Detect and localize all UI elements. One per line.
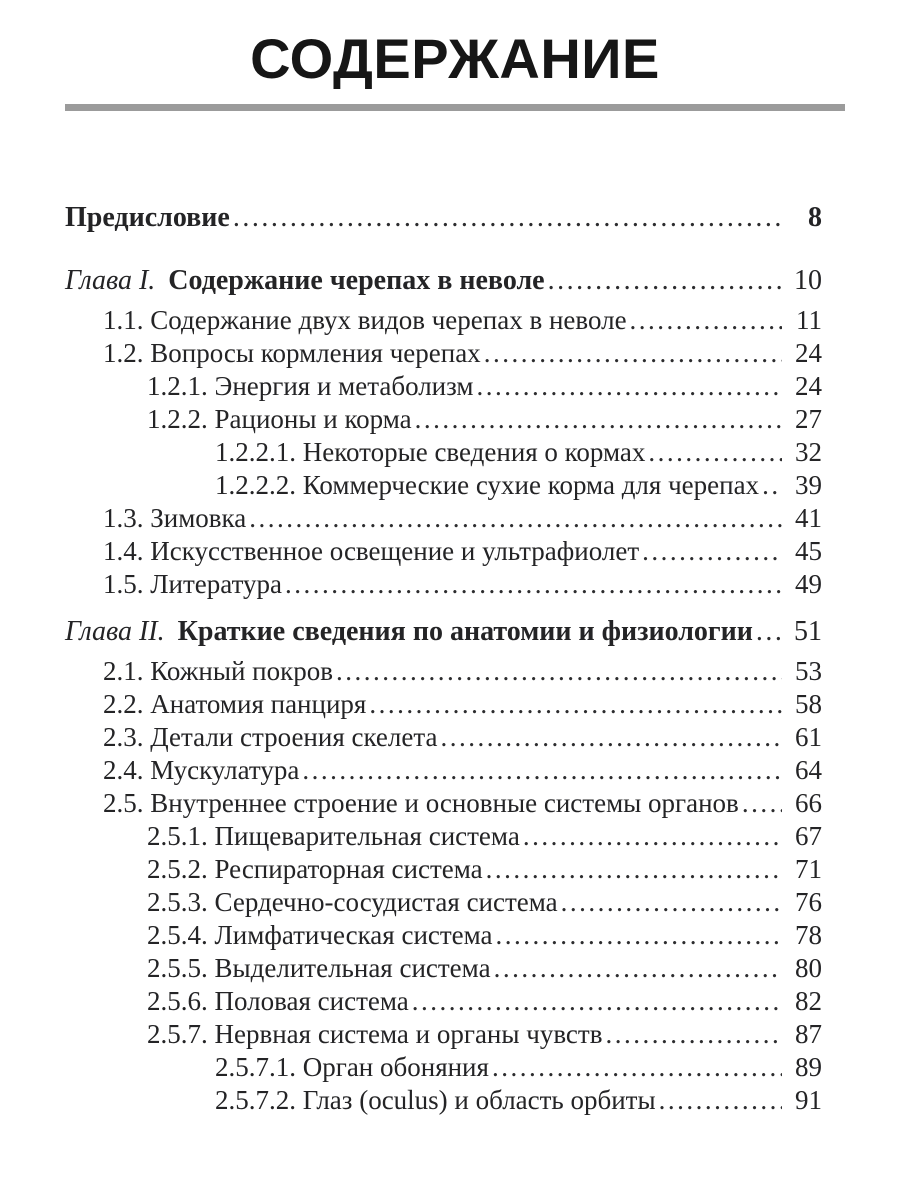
toc-entry bbox=[65, 1051, 822, 1084]
dot-leader bbox=[630, 304, 782, 337]
toc-entry-page: 8 bbox=[808, 201, 822, 233]
dot-leader bbox=[477, 370, 782, 403]
dot-leader bbox=[742, 787, 782, 820]
dot-leader bbox=[762, 469, 782, 502]
toc-entry-label: 1.4. Искусственное освещение и ультрафиолет bbox=[103, 535, 640, 566]
dot-leader bbox=[415, 403, 782, 436]
dot-leader bbox=[605, 1018, 782, 1051]
dot-leader bbox=[369, 688, 782, 721]
page-title: СОДЕРЖАНИЕ bbox=[250, 27, 660, 90]
toc-entry-label: 1.2.1. Энергия и метаболизм bbox=[147, 370, 474, 401]
toc-entry bbox=[65, 337, 822, 370]
toc-entry bbox=[65, 655, 822, 688]
toc-entry-label: 1.1. Содержание двух видов черепах в неволе bbox=[103, 304, 627, 335]
toc-entry bbox=[65, 688, 822, 721]
toc-entry-label: 2.1. Кожный покров bbox=[103, 655, 334, 686]
toc-entry-label: 2.5.7. Нервная система и органы чувств bbox=[147, 1018, 603, 1049]
toc-entry-chapter bbox=[65, 615, 822, 648]
toc-entry bbox=[65, 403, 822, 436]
toc-entry bbox=[65, 469, 822, 502]
dot-leader bbox=[492, 1051, 782, 1084]
dot-leader bbox=[285, 568, 782, 601]
toc-entry bbox=[65, 568, 822, 601]
chapter-prefix: Глава I. bbox=[65, 264, 156, 296]
toc-entry-label: 2.5. Внутреннее строение и основные системы органов bbox=[103, 787, 739, 818]
toc-entry-label: 2.5.1. Пищеварительная система bbox=[147, 820, 520, 851]
toc-entry-page: 58 bbox=[795, 688, 822, 719]
toc-entry bbox=[65, 1018, 822, 1051]
toc-entry-page: 41 bbox=[795, 502, 822, 533]
toc-entry-label: Предисловие bbox=[65, 201, 230, 233]
toc-entry-page: 39 bbox=[795, 469, 822, 500]
toc-entry-page: 89 bbox=[795, 1051, 822, 1082]
toc-entry-label: 2.5.4. Лимфатическая система bbox=[147, 919, 493, 950]
toc-entry-label: 2.3. Детали строения скелета bbox=[103, 721, 438, 752]
toc-entry-label: 2.5.3. Сердечно-сосудистая система bbox=[147, 886, 558, 917]
toc-entry-page: 64 bbox=[795, 754, 822, 785]
dot-leader bbox=[659, 1084, 782, 1117]
toc-entry bbox=[65, 754, 822, 787]
toc-entry-page: 51 bbox=[794, 615, 822, 647]
title-divider bbox=[65, 104, 845, 111]
toc-entry-page: 91 bbox=[795, 1084, 822, 1115]
toc-entry-page: 10 bbox=[794, 264, 822, 296]
toc-entry-label: 1.2. Вопросы кормления черепах bbox=[103, 337, 481, 368]
toc-entry bbox=[65, 370, 822, 403]
toc-entry-label: 1.2.2. Рационы и корма bbox=[147, 403, 412, 434]
toc-entry-page: 61 bbox=[795, 721, 822, 752]
chapter-prefix: Глава II. bbox=[65, 615, 165, 647]
dot-leader bbox=[440, 721, 782, 754]
toc-entry-label: 2.5.2. Респираторная система bbox=[147, 853, 483, 884]
toc-entry bbox=[65, 535, 822, 568]
toc-entry-label: 2.5.7.1. Орган обоняния bbox=[215, 1051, 489, 1082]
toc-entry bbox=[65, 985, 822, 1018]
toc-entry-page: 76 bbox=[795, 886, 822, 917]
toc-entry-page: 53 bbox=[795, 655, 822, 686]
toc-entry-label: 2.5.6. Половая система bbox=[147, 985, 409, 1016]
toc-entry bbox=[65, 436, 822, 469]
dot-leader bbox=[642, 535, 782, 568]
toc-entry-page: 32 bbox=[795, 436, 822, 467]
toc-entry-page: 11 bbox=[796, 304, 822, 335]
toc-entry-page: 71 bbox=[795, 853, 822, 884]
toc-entry bbox=[65, 1084, 822, 1117]
toc-entry-page: 27 bbox=[795, 403, 822, 434]
toc-entry bbox=[65, 952, 822, 985]
dot-leader bbox=[648, 436, 782, 469]
toc-entry-label: 1.2.2.2. Коммерческие сухие корма для черепах bbox=[215, 469, 760, 500]
toc-entry-label: 2.5.5. Выделительная система bbox=[147, 952, 491, 983]
toc-entry bbox=[65, 919, 822, 952]
toc-entry bbox=[65, 502, 822, 535]
dot-leader bbox=[412, 985, 782, 1018]
toc-entry-label: 1.3. Зимовка bbox=[103, 502, 247, 533]
toc-entry-label: 1.2.2.1. Некоторые сведения о кормах bbox=[215, 436, 646, 467]
toc-entry bbox=[65, 304, 822, 337]
toc-list bbox=[65, 201, 845, 1117]
toc-entry-page: 49 bbox=[795, 568, 822, 599]
toc-entry-page: 45 bbox=[795, 535, 822, 566]
dot-leader bbox=[484, 337, 782, 370]
dot-leader bbox=[486, 853, 782, 886]
dot-leader bbox=[756, 615, 782, 648]
toc-entry-page: 80 bbox=[795, 952, 822, 983]
toc-entry-page: 24 bbox=[795, 337, 822, 368]
toc-entry-page: 67 bbox=[795, 820, 822, 851]
toc-page bbox=[0, 27, 910, 1117]
dot-leader bbox=[548, 264, 782, 297]
toc-entry-page: 66 bbox=[795, 787, 822, 818]
dot-leader bbox=[561, 886, 782, 919]
dot-leader bbox=[523, 820, 782, 853]
toc-entry bbox=[65, 886, 822, 919]
toc-entry-label: 2.2. Анатомия панциря bbox=[103, 688, 367, 719]
toc-entry-label: 2.5.7.2. Глаз (oculus) и область орбиты bbox=[215, 1084, 656, 1115]
toc-entry bbox=[65, 721, 822, 754]
dot-leader bbox=[302, 754, 782, 787]
toc-entry-page: 24 bbox=[795, 370, 822, 401]
dot-leader bbox=[494, 952, 782, 985]
toc-entry bbox=[65, 853, 822, 886]
toc-entry-label: 2.4. Мускулатура bbox=[103, 754, 300, 785]
chapter-title: Содержание черепах в неволе bbox=[168, 264, 545, 296]
toc-entry bbox=[65, 787, 822, 820]
toc-entry-chapter bbox=[65, 264, 822, 297]
dot-leader bbox=[233, 201, 782, 234]
chapter-title: Краткие сведения по анатомии и физиологии bbox=[177, 615, 753, 647]
dot-leader bbox=[336, 655, 782, 688]
toc-entry-page: 78 bbox=[795, 919, 822, 950]
toc-entry-page: 87 bbox=[795, 1018, 822, 1049]
toc-entry-label: 1.5. Литература bbox=[103, 568, 283, 599]
toc-entry-page: 82 bbox=[795, 985, 822, 1016]
dot-leader bbox=[496, 919, 782, 952]
toc-entry bbox=[65, 201, 822, 234]
dot-leader bbox=[249, 502, 782, 535]
toc-entry bbox=[65, 820, 822, 853]
